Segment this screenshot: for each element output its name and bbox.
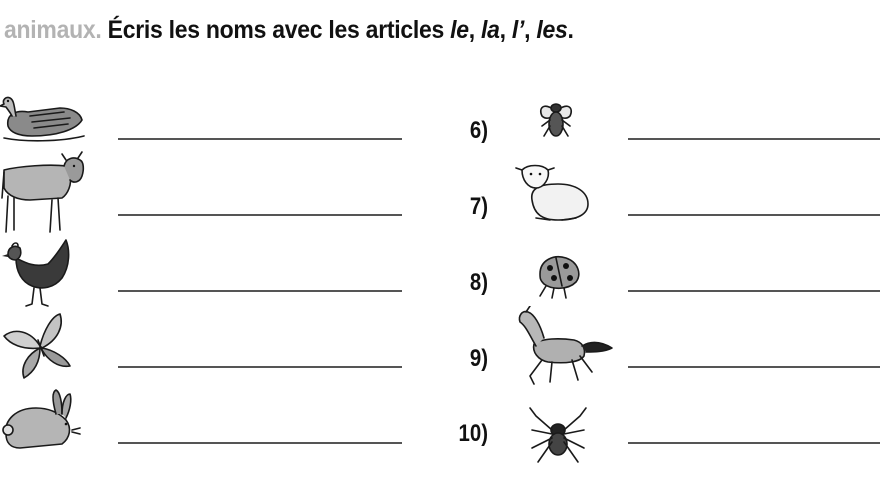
cow-icon bbox=[0, 150, 88, 238]
answer-line-3[interactable] bbox=[118, 290, 402, 292]
answer-line-4[interactable] bbox=[118, 366, 402, 368]
ladybug-icon bbox=[532, 250, 584, 300]
spider-icon bbox=[526, 404, 590, 468]
hen-icon bbox=[0, 236, 78, 312]
answer-line-1[interactable] bbox=[118, 138, 402, 140]
answer-line-8[interactable] bbox=[628, 290, 880, 292]
duck-icon bbox=[0, 90, 88, 146]
fly-icon bbox=[534, 96, 578, 146]
answer-line-2[interactable] bbox=[118, 214, 402, 216]
answer-line-7[interactable] bbox=[628, 214, 880, 216]
answer-line-9[interactable] bbox=[628, 366, 880, 368]
article-la: la bbox=[481, 16, 500, 44]
answer-line-6[interactable] bbox=[628, 138, 880, 140]
item-number-6: 6) bbox=[469, 117, 488, 144]
lamb-icon bbox=[514, 160, 594, 226]
item-number-9: 9) bbox=[469, 345, 488, 372]
butterfly-icon bbox=[0, 310, 78, 384]
answer-line-10[interactable] bbox=[628, 442, 880, 444]
item-number-10: 10) bbox=[458, 420, 488, 447]
instructions-heading bbox=[4, 16, 574, 45]
answer-line-5[interactable] bbox=[118, 442, 402, 444]
horse-icon bbox=[512, 306, 616, 390]
article-les: les bbox=[536, 16, 568, 44]
section-lead: animaux. bbox=[4, 16, 102, 44]
instructions-text: Écris les noms avec les articles le, la, l’, les. bbox=[107, 16, 574, 44]
item-number-8: 8) bbox=[469, 269, 488, 296]
item-number-7: 7) bbox=[469, 193, 488, 220]
rabbit-icon bbox=[0, 386, 82, 458]
article-le: le bbox=[450, 16, 469, 44]
article-l-apostrophe: l’ bbox=[511, 16, 525, 44]
